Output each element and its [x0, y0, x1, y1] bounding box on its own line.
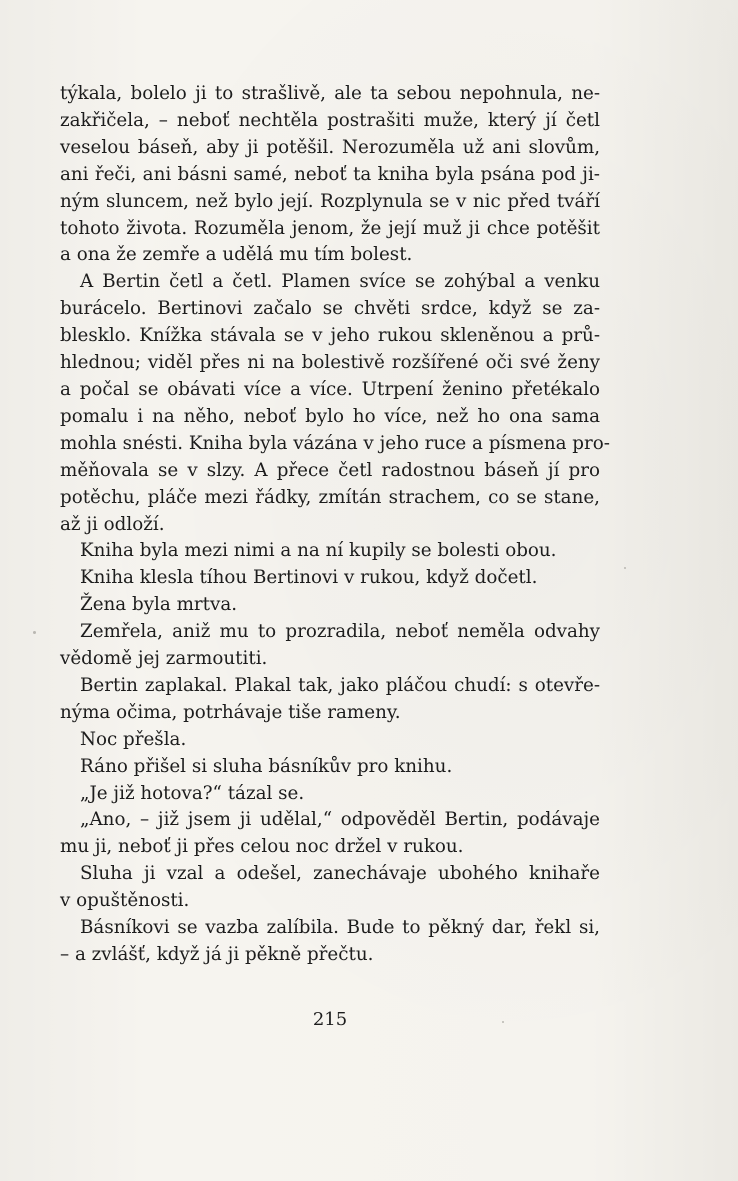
- text-line: blesklo. Knížka stávala se v jeho rukou skleněnou a prů-: [60, 325, 600, 347]
- body-text: [60, 81, 610, 969]
- text-line: hlednou; viděl přes ni na bolestivě rozšířené oči své ženy: [60, 352, 600, 374]
- text-line: burácelo. Bertinovi začalo se chvěti srdce, když se za-: [60, 298, 600, 320]
- text-line: ným sluncem, než bylo její. Rozplynula se v nic před tváří: [60, 190, 600, 212]
- text-line: „Je již hotova?“ tázal se.: [80, 782, 305, 804]
- text-line: nýma očima, potrhávaje tiše rameny.: [60, 701, 401, 723]
- text-line: potěchu, pláče mezi řádky, zmítán strachem, co se stane,: [60, 486, 600, 508]
- text-line: týkala, bolelo ji to strašlivě, ale ta sebou nepohnula, ne-: [60, 83, 600, 104]
- text-line: Žena byla mrtva.: [80, 594, 238, 616]
- text-line: „Ano, – již jsem ji udělal,“ odpověděl Bertin, podávaje: [80, 809, 600, 831]
- text-line: a ona že zemře a udělá mu tím bolest.: [60, 244, 413, 266]
- text-line: Ráno přišel si sluha básníkův pro knihu.: [80, 755, 453, 777]
- text-line: – a zvlášť, když já ji pěkně přečtu.: [60, 944, 374, 965]
- paper-speck: [502, 1021, 504, 1023]
- text-line: Básníkovi se vazba zalíbila. Bude to pěkný dar, řekl si,: [80, 917, 600, 939]
- text-line: A Bertin četl a četl. Plamen svíce se zohýbal a venku: [80, 271, 600, 293]
- text-line: ani řeči, ani básni samé, neboť ta kniha byla psána pod ji-: [60, 163, 600, 185]
- text-line: vědomě jej zarmoutiti.: [60, 648, 268, 670]
- text-line: mu ji, neboť ji přes celou noc držel v rukou.: [60, 836, 464, 858]
- text-line: tohoto života. Rozuměla jenom, že její muž ji chce potěšit: [60, 217, 600, 239]
- text-line: pomalu i na něho, neboť bylo ho více, než ho ona sama: [60, 405, 600, 427]
- text-line: Kniha byla mezi nimi a na ní kupily se bolesti obou.: [80, 540, 557, 562]
- text-line: Sluha ji vzal a odešel, zanechávaje ubohého knihaře: [80, 863, 600, 885]
- paper-speck: [624, 567, 626, 569]
- text-line: Bertin zaplakal. Plakal tak, jako pláčou chudí: s otevře-: [80, 674, 600, 696]
- text-line: mohla snésti. Kniha byla vázána v jeho ruce a písmena pro-: [60, 432, 610, 454]
- text-line: měňovala se v slzy. A přece četl radostnou báseň jí pro: [60, 459, 600, 481]
- text-line: až ji odloží.: [60, 513, 165, 535]
- text-line: Noc přešla.: [80, 728, 187, 750]
- text-line: a počal se obávati více a více. Utrpení ženino přetékalo: [60, 378, 600, 400]
- text-line: Kniha klesla tíhou Bertinovi v rukou, když dočetl.: [80, 567, 538, 589]
- text-line: zakřičela, – neboť nechtěla postrašiti muže, který jí četl: [60, 109, 600, 131]
- text-line: v opuštěnosti.: [60, 890, 190, 912]
- page-number: 215: [312, 1009, 348, 1030]
- text-line: veselou báseň, aby ji potěšil. Nerozuměla už ani slovům,: [60, 136, 600, 158]
- text-line: Zemřela, aniž mu to prozradila, neboť neměla odvahy: [80, 621, 600, 643]
- paper-speck: [33, 631, 36, 634]
